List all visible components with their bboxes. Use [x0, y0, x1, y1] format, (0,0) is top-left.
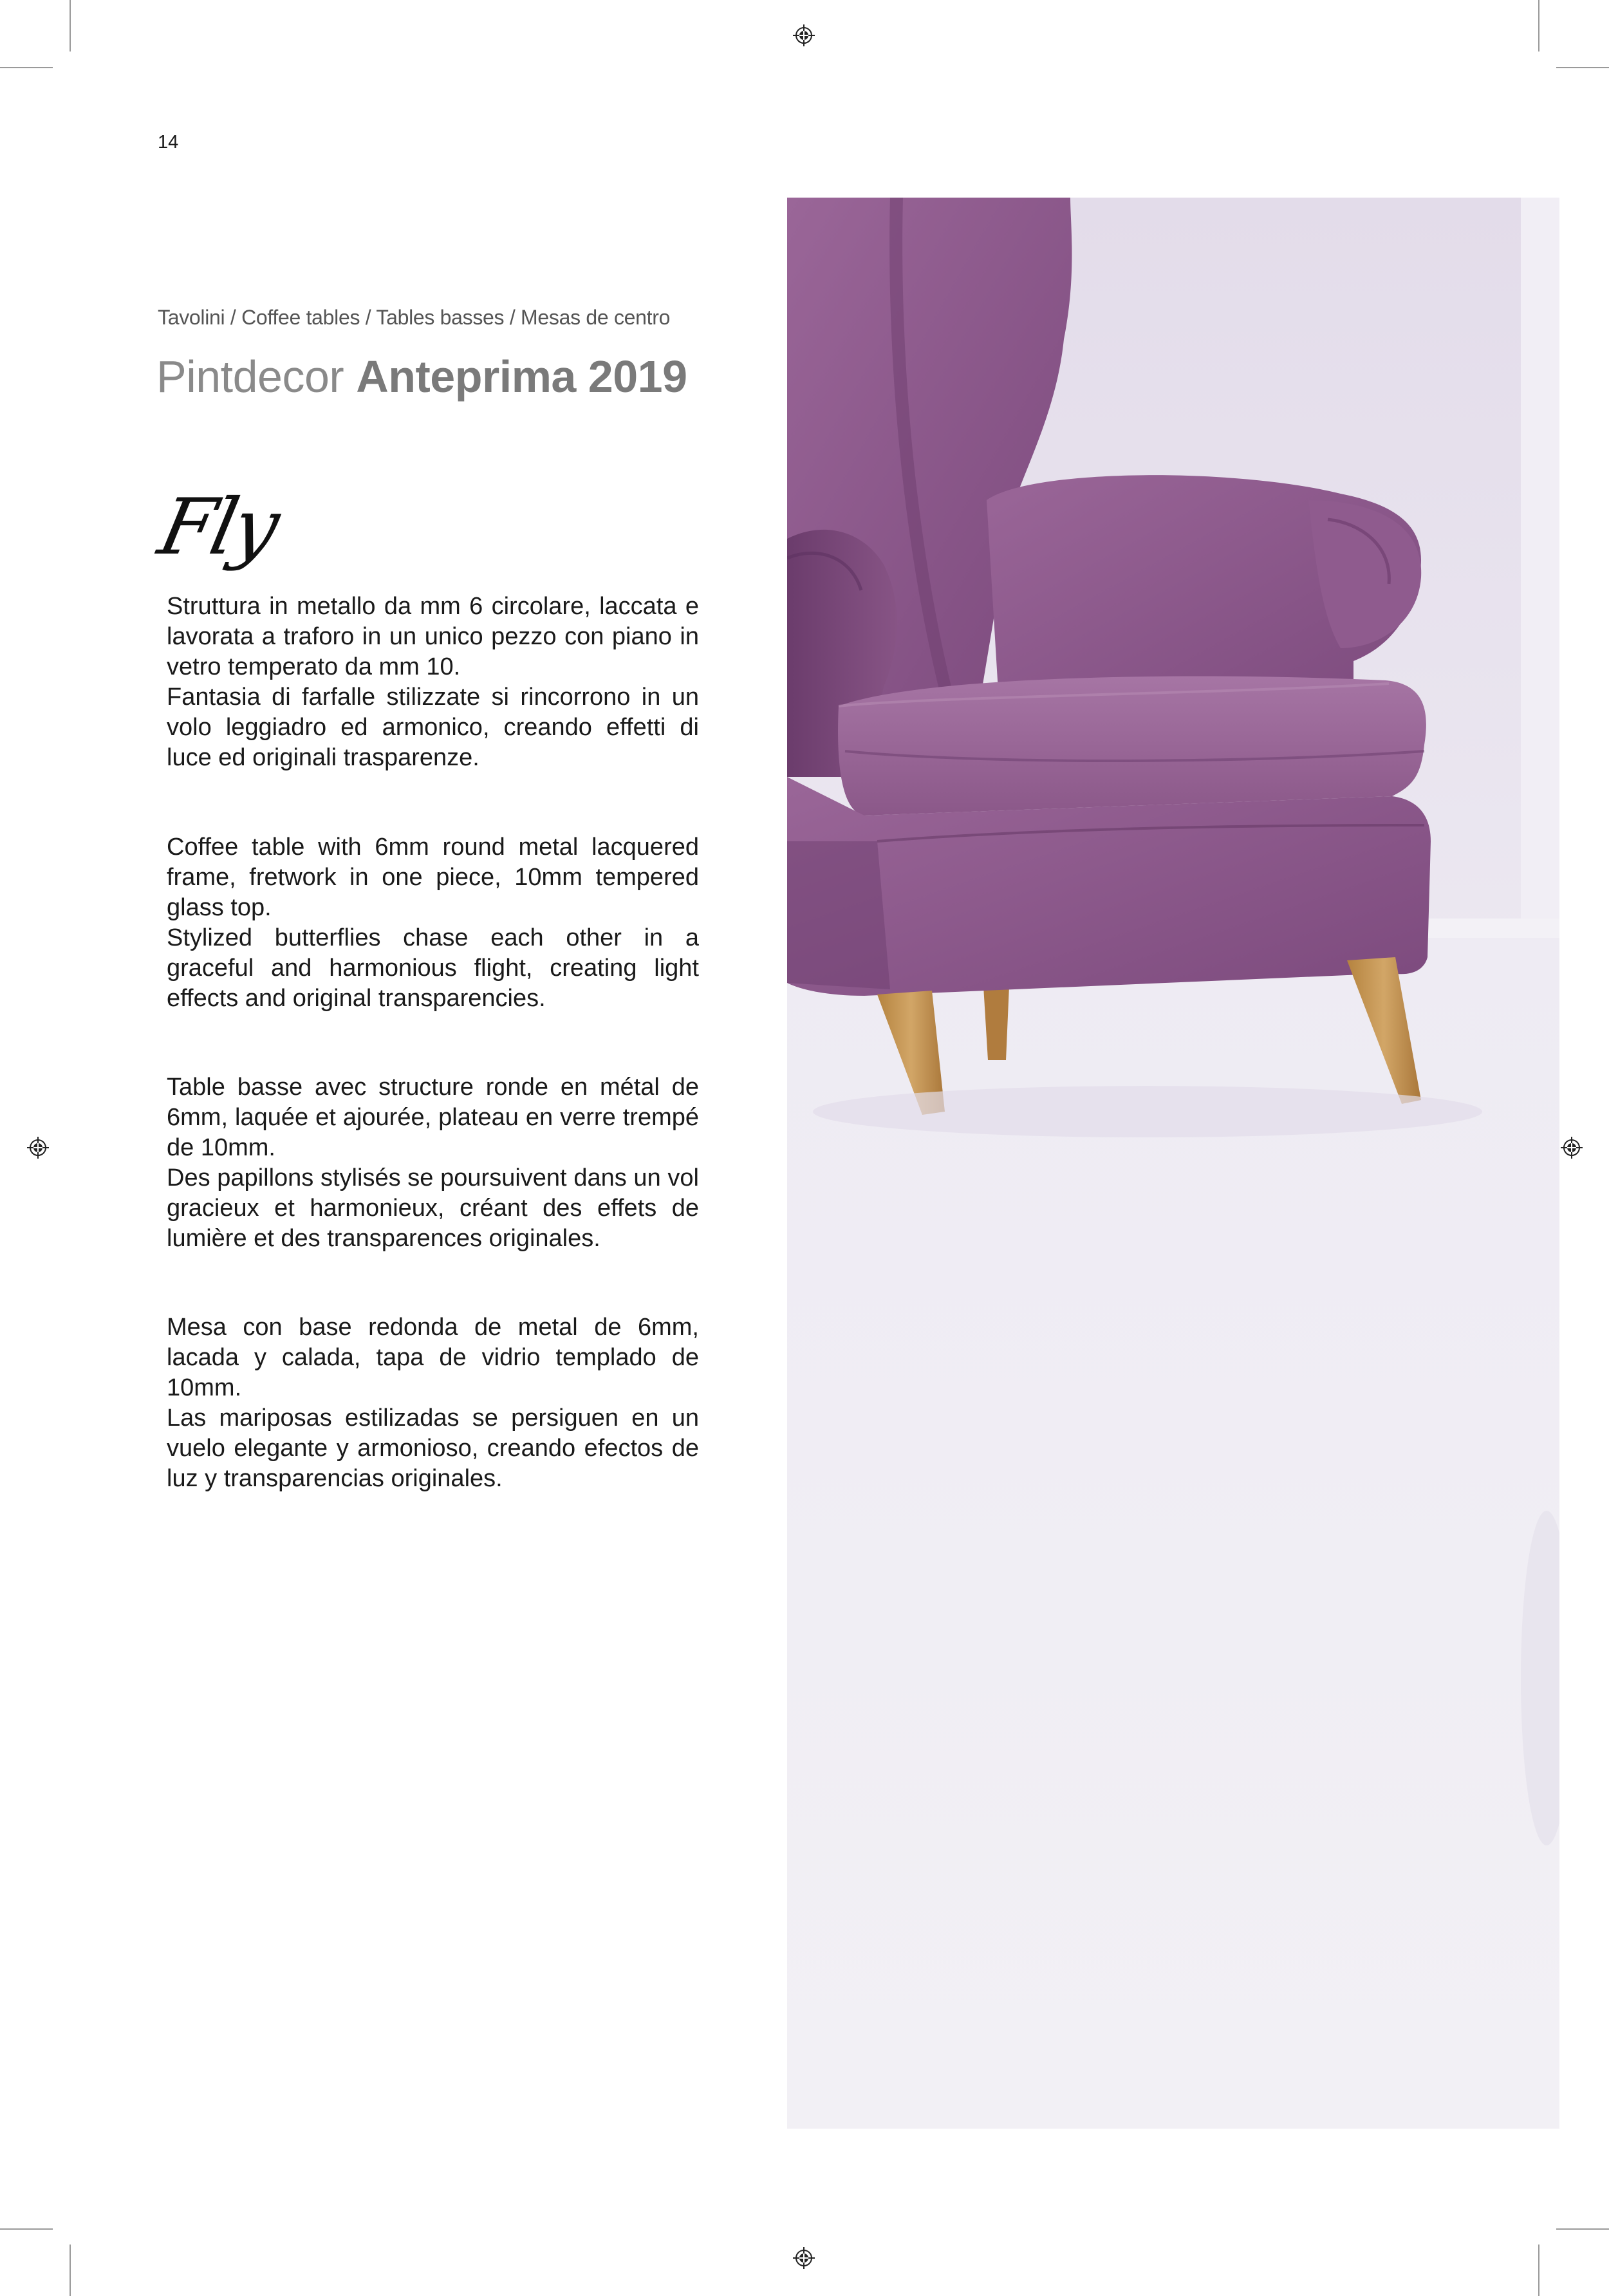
floor-shadow	[813, 1086, 1482, 1137]
registration-mark-icon	[793, 24, 815, 46]
product-photo	[787, 198, 1559, 2129]
registration-mark-icon	[1561, 1137, 1583, 1159]
armchair-illustration	[787, 198, 1559, 2129]
description-paragraph: Stylized butterflies chase each other in a graceful and harmonious flight, creating light effects and original transparencies.	[167, 924, 699, 1012]
registration-mark-icon	[27, 1137, 49, 1159]
brand-name: Pintdecor	[156, 351, 344, 402]
description-paragraph: Table basse avec structure ronde en métal de 6mm, laquée et ajourée, plateau en verre trempé de 10mm.	[167, 1074, 699, 1161]
crop-mark	[1556, 2228, 1609, 2230]
description-paragraph: Coffee table with 6mm round metal lacquered frame, fretwork in one piece, 10mm tempered glass top.	[167, 834, 699, 921]
collection-name: Anteprima 2019	[356, 351, 687, 402]
crop-mark	[0, 67, 53, 68]
crop-mark	[70, 2245, 71, 2296]
description-paragraph: Struttura in metallo da mm 6 circolare, laccata e lavorata a traforo in un unico pezzo con piano in vetro temperato da mm 10.	[167, 593, 699, 680]
page-title	[156, 351, 687, 402]
description-italian	[167, 592, 699, 773]
description-paragraph: Fantasia di farfalle stilizzate si rincorrono in un volo leggiadro ed armonico, creando effetti di luce ed originali trasparenze.	[167, 684, 699, 771]
crop-mark	[70, 0, 71, 51]
category-breadcrumb: Tavolini / Coffee tables / Tables basses / Mesas de centro	[158, 306, 671, 329]
description-paragraph: Des papillons stylisés se poursuivent dans un vol gracieux et harmonieux, créant des effets de lumière et des transparences originales.	[167, 1164, 699, 1252]
seat-cushion	[838, 676, 1426, 816]
registration-mark-icon	[793, 2247, 815, 2269]
description-paragraph: Las mariposas estilizadas se persiguen en un vuelo elegante y armonioso, creando efectos de luz y transparencias originales.	[167, 1405, 699, 1492]
page-number: 14	[158, 132, 179, 153]
product-name-text: Fly	[151, 483, 285, 572]
wall-edge	[1521, 198, 1559, 970]
description-paragraph: Mesa con base redonda de metal de 6mm, lacada y calada, tapa de vidrio templado de 10mm.	[167, 1314, 699, 1401]
description-french	[167, 1072, 699, 1254]
crop-mark	[1556, 67, 1609, 68]
description-spanish	[167, 1312, 699, 1494]
crop-mark	[1538, 0, 1539, 51]
description-english	[167, 832, 699, 1014]
crop-mark	[0, 2228, 53, 2230]
back-leg	[983, 986, 1009, 1060]
crop-mark	[1538, 2245, 1539, 2296]
product-name	[151, 483, 296, 573]
